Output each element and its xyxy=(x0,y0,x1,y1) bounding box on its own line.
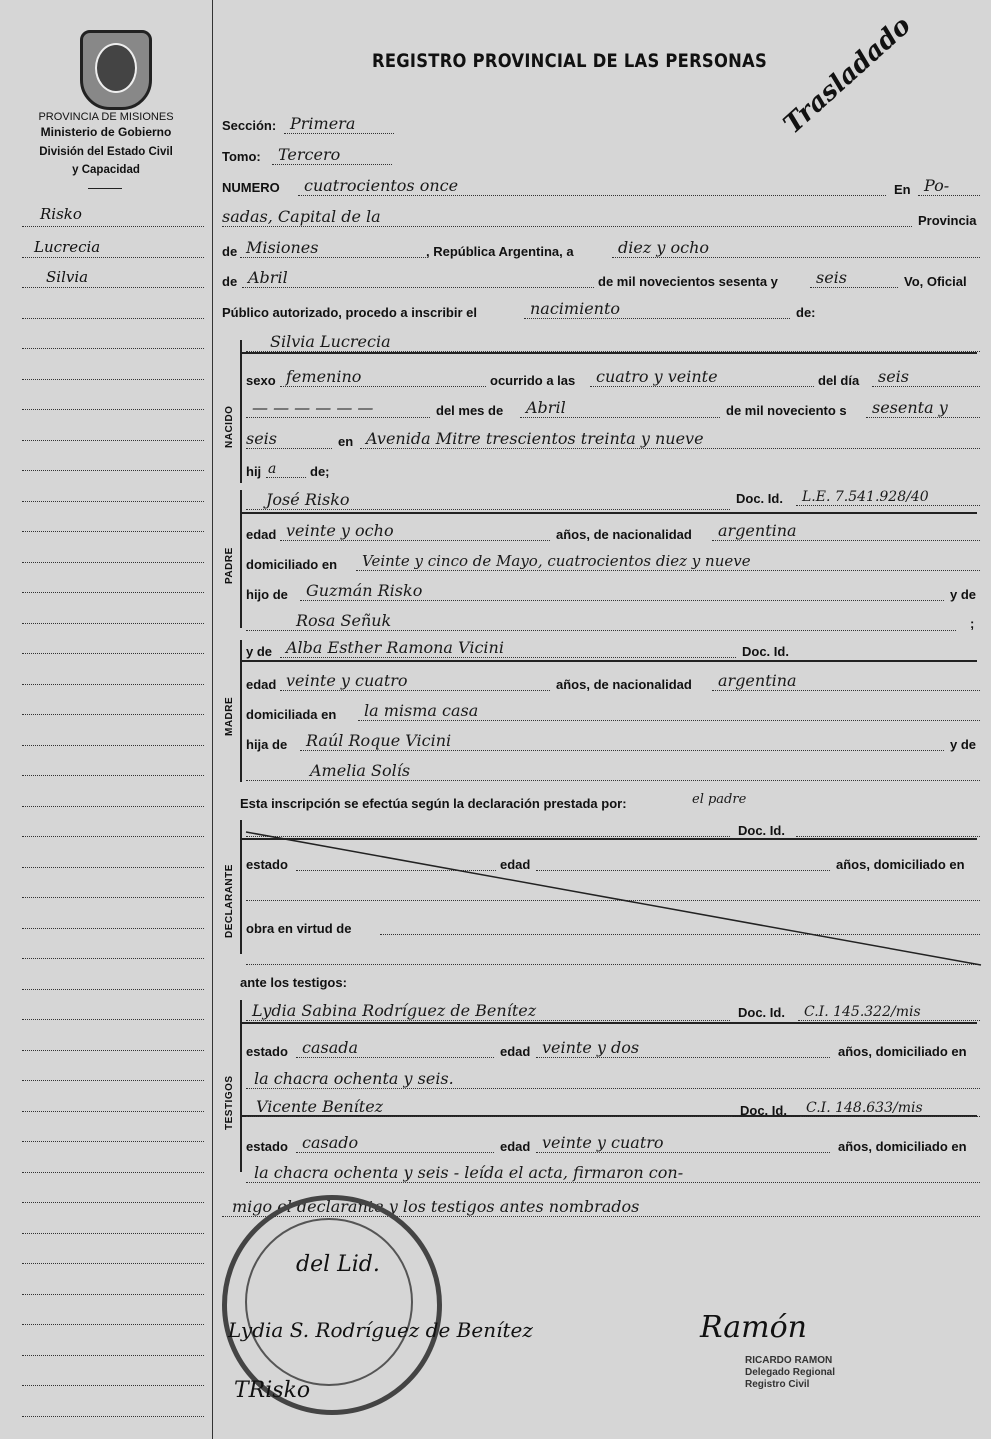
nacido-bracket xyxy=(240,340,242,483)
padre-dom-label: domiciliado en xyxy=(246,557,338,572)
left-ruled-line xyxy=(22,1019,204,1020)
left-ruled-line xyxy=(22,1385,204,1386)
left-ruled-line xyxy=(22,958,204,959)
anio-value-nacido: sesenta y xyxy=(872,398,948,417)
left-ruled-line xyxy=(22,531,204,532)
signature-officer: Ramón xyxy=(700,1310,807,1345)
tomo-value: Tercero xyxy=(278,145,341,164)
testigos-bar-1 xyxy=(242,1022,977,1024)
en-label: En xyxy=(894,182,911,197)
madre-yde-label: y de xyxy=(246,644,273,659)
testigo2-estado: casado xyxy=(302,1133,359,1152)
signature-witness-1: Lydia S. Rodríguez de Benítez xyxy=(228,1318,533,1342)
madre-nombre: Alba Esther Ramona Vicini xyxy=(286,638,504,657)
left-ruled-line xyxy=(22,1294,204,1295)
division-label-2: y Capacidad xyxy=(72,164,140,176)
declarante-edad-label: edad xyxy=(500,857,531,872)
de-label: de xyxy=(222,244,238,259)
left-name-1: Lucrecia xyxy=(34,238,101,256)
left-ruled-line xyxy=(22,1111,204,1112)
declarante-doc-label: Doc. Id. xyxy=(738,823,785,838)
left-ruled-line xyxy=(22,1141,204,1142)
cierre-text: migo el declarante y los testigos antes nombrados xyxy=(232,1197,640,1216)
madre-side-label: MADRE xyxy=(224,696,235,736)
cancel-diagonal-line xyxy=(236,820,986,970)
left-ruled-line xyxy=(22,409,204,410)
madre-dom-label: domiciliada en xyxy=(246,707,337,722)
numero-label: NUMERO xyxy=(222,180,280,195)
left-ruled-line xyxy=(22,226,204,227)
madre-hija: Raúl Roque Vicini xyxy=(306,731,452,750)
testigo1-nombre: Lydia Sabina Rodríguez de Benítez xyxy=(252,1001,537,1020)
left-ruled-line xyxy=(22,348,204,349)
en-label-nacido: en xyxy=(338,434,354,449)
ocurrido-label: ocurrido a las xyxy=(490,373,576,388)
madre-edad-label: edad xyxy=(246,677,277,692)
officer-stamp-line-2: Delegado Regional xyxy=(745,1367,836,1378)
hija-label: hij xyxy=(246,464,262,479)
left-ruled-line xyxy=(22,1416,204,1417)
declarante-estado-label: estado xyxy=(246,857,288,872)
left-margin-column xyxy=(0,0,213,1439)
left-ruled-line xyxy=(22,592,204,593)
left-ruled-line xyxy=(22,1202,204,1203)
padre-side-label: PADRE xyxy=(224,547,235,584)
de-label-hija: de; xyxy=(310,464,330,479)
declarante-anos-label: años, domiciliado en xyxy=(836,857,965,872)
nacido-nombre: Silvia Lucrecia xyxy=(270,332,391,351)
madre-hija-label: hija de xyxy=(246,737,288,752)
ministry-label: Ministerio de Gobierno xyxy=(40,125,172,139)
madre-bar xyxy=(242,660,977,662)
padre-bracket xyxy=(240,490,242,628)
officer-stamp-line-1: RICARDO RAMON xyxy=(745,1355,833,1366)
de2-label: de xyxy=(222,274,238,289)
left-ruled-line xyxy=(22,562,204,563)
mil-label: de mil novecientos sesenta y xyxy=(598,274,778,289)
nacido-bar xyxy=(242,352,977,354)
coat-of-arms-icon xyxy=(80,30,152,110)
testigo1-anos-label: años, domiciliado en xyxy=(838,1044,967,1059)
testigo2-edad: veinte y cuatro xyxy=(542,1133,664,1152)
left-ruled-line xyxy=(22,1050,204,1051)
madre-edad: veinte y cuatro xyxy=(286,671,408,690)
padre-yde: y de xyxy=(950,587,977,602)
document-title: REGISTRO PROVINCIAL DE LAS PERSONAS xyxy=(372,50,767,72)
padre-madre: Rosa Señuk xyxy=(296,611,392,630)
hora-value: cuatro y veinte xyxy=(596,367,718,386)
deldia-label: del día xyxy=(818,373,860,388)
left-ruled-line xyxy=(22,684,204,685)
oficial-label: Vo, Oficial xyxy=(904,274,967,289)
madre-doc-label: Doc. Id. xyxy=(742,644,789,659)
declarante-side-label: DECLARANTE xyxy=(224,864,235,938)
mil-label-nacido: de mil noveciento s xyxy=(726,403,847,418)
publico-label: Público autorizado, procedo a inscribir el xyxy=(222,305,477,320)
declaracion-label: Esta inscripción se efectúa según la declaración prestada por: xyxy=(240,796,627,811)
numero-value: cuatrocientos once xyxy=(304,176,459,195)
division-label: División del Estado Civil xyxy=(39,146,173,158)
divider xyxy=(88,188,122,189)
testigo1-doc-label: Doc. Id. xyxy=(738,1005,785,1020)
madre-madre: Amelia Solís xyxy=(310,761,411,780)
madre-dom: la misma casa xyxy=(364,701,479,720)
testigo1-edad-label: edad xyxy=(500,1044,531,1059)
testigo1-estado: casada xyxy=(302,1038,359,1057)
anio-continuation: seis xyxy=(246,429,278,448)
madre-anos-label: años, de nacionalidad xyxy=(556,677,692,692)
mes-value-nacido: Abril xyxy=(526,398,566,417)
testigo2-anos-label: años, domiciliado en xyxy=(838,1139,967,1154)
testigos-side-label: TESTIGOS xyxy=(224,1075,235,1130)
city-continuation: sadas, Capital de la xyxy=(222,207,381,226)
left-ruled-line xyxy=(22,806,204,807)
left-ruled-line xyxy=(22,745,204,746)
left-ruled-line xyxy=(22,653,204,654)
padre-edad: veinte y ocho xyxy=(286,521,394,540)
left-ruled-line xyxy=(22,714,204,715)
left-ruled-line xyxy=(22,897,204,898)
provincia-label: Provincia xyxy=(918,213,977,228)
officer-stamp xyxy=(745,1355,835,1391)
left-ruled-line xyxy=(22,1080,204,1081)
anio-value: seis xyxy=(816,268,848,287)
mes-value: Abril xyxy=(248,268,288,287)
padre-dom: Veinte y cinco de Mayo, cuatrocientos diez y nueve xyxy=(362,552,751,570)
sexo-label: sexo xyxy=(246,373,276,388)
testigo2-doc: C.I. 148.633/mis xyxy=(806,1100,923,1116)
left-ruled-line xyxy=(22,470,204,471)
left-ruled-line xyxy=(22,1233,204,1234)
provincia-value: Misiones xyxy=(246,238,319,257)
acto-value: nacimiento xyxy=(530,299,621,318)
padre-doc: L.E. 7.541.928/40 xyxy=(802,489,929,505)
transferred-stamp: Trasladado xyxy=(777,10,917,140)
left-ruled-line xyxy=(22,1355,204,1356)
left-ruled-line xyxy=(22,1263,204,1264)
madre-yde: y de xyxy=(950,737,977,752)
testigo1-doc: C.I. 145.322/mis xyxy=(804,1004,921,1020)
testigo2-estado-label: estado xyxy=(246,1139,288,1154)
lugar-value: Avenida Mitre trescientos treinta y nueve xyxy=(366,429,704,448)
madre-nac: argentina xyxy=(718,671,797,690)
delmes-label: del mes de xyxy=(436,403,504,418)
padre-nac: argentina xyxy=(718,521,797,540)
padre-nombre: José Risko xyxy=(266,490,350,509)
tomo-label: Tomo: xyxy=(222,149,261,164)
declaracion-por: el padre xyxy=(692,792,747,807)
left-ruled-line xyxy=(22,775,204,776)
declarante-obra-label: obra en virtud de xyxy=(246,921,352,936)
testigo2-edad-label: edad xyxy=(500,1139,531,1154)
padre-semicolon: ; xyxy=(970,616,975,631)
left-ruled-line xyxy=(22,989,204,990)
padre-anos-label: años, de nacionalidad xyxy=(556,527,692,542)
left-ruled-line xyxy=(22,1172,204,1173)
testigo1-edad: veinte y dos xyxy=(542,1038,640,1057)
left-ruled-line xyxy=(22,379,204,380)
sexo-value: femenino xyxy=(286,367,362,386)
left-ruled-line xyxy=(22,501,204,502)
left-ruled-line xyxy=(22,440,204,441)
padre-hijo-label: hijo de xyxy=(246,587,288,602)
en-value: Po- xyxy=(924,176,950,195)
left-name-2: Silvia xyxy=(46,268,89,286)
testigo1-dom: la chacra ochenta y seis. xyxy=(254,1069,454,1088)
testigo2-nombre: Vicente Benítez xyxy=(256,1097,384,1116)
testigos-bracket xyxy=(240,1000,242,1172)
left-ruled-line xyxy=(22,287,204,288)
officer-stamp-line-3: Registro Civil xyxy=(745,1379,810,1390)
de3-label: de: xyxy=(796,305,816,320)
signature-father: TRisko xyxy=(234,1378,311,1403)
padre-edad-label: edad xyxy=(246,527,277,542)
province-label: PROVINCIA DE MISIONES xyxy=(38,111,174,123)
republica-label: , República Argentina, a xyxy=(426,244,574,259)
left-ruled-line xyxy=(22,867,204,868)
left-ruled-line xyxy=(22,318,204,319)
hija-value: a xyxy=(268,461,277,477)
left-ruled-line xyxy=(22,623,204,624)
left-ruled-line xyxy=(22,836,204,837)
signature-1: del Lid. xyxy=(296,1252,380,1277)
nacido-side-label: NACIDO xyxy=(224,405,235,448)
testigo2-doc-label: Doc. Id. xyxy=(740,1103,787,1118)
left-ruled-line xyxy=(22,257,204,258)
seccion-value: Primera xyxy=(290,114,356,133)
left-ruled-line xyxy=(22,1324,204,1325)
dia-continuation: — — — — — — xyxy=(252,398,374,417)
left-ruled-line xyxy=(22,928,204,929)
padre-doc-label: Doc. Id. xyxy=(736,491,783,506)
padre-hijo: Guzmán Risko xyxy=(306,581,423,600)
dia-value: diez y ocho xyxy=(618,238,709,257)
testigo1-estado-label: estado xyxy=(246,1044,288,1059)
dia-value-nacido: seis xyxy=(878,367,910,386)
testigos-label: ante los testigos: xyxy=(240,975,347,990)
seccion-label: Sección: xyxy=(222,118,277,133)
left-surname: Risko xyxy=(40,205,82,223)
testigo2-dom: la chacra ochenta y seis - leída el acta, firmaron con- xyxy=(254,1163,684,1182)
padre-bar xyxy=(242,512,977,514)
